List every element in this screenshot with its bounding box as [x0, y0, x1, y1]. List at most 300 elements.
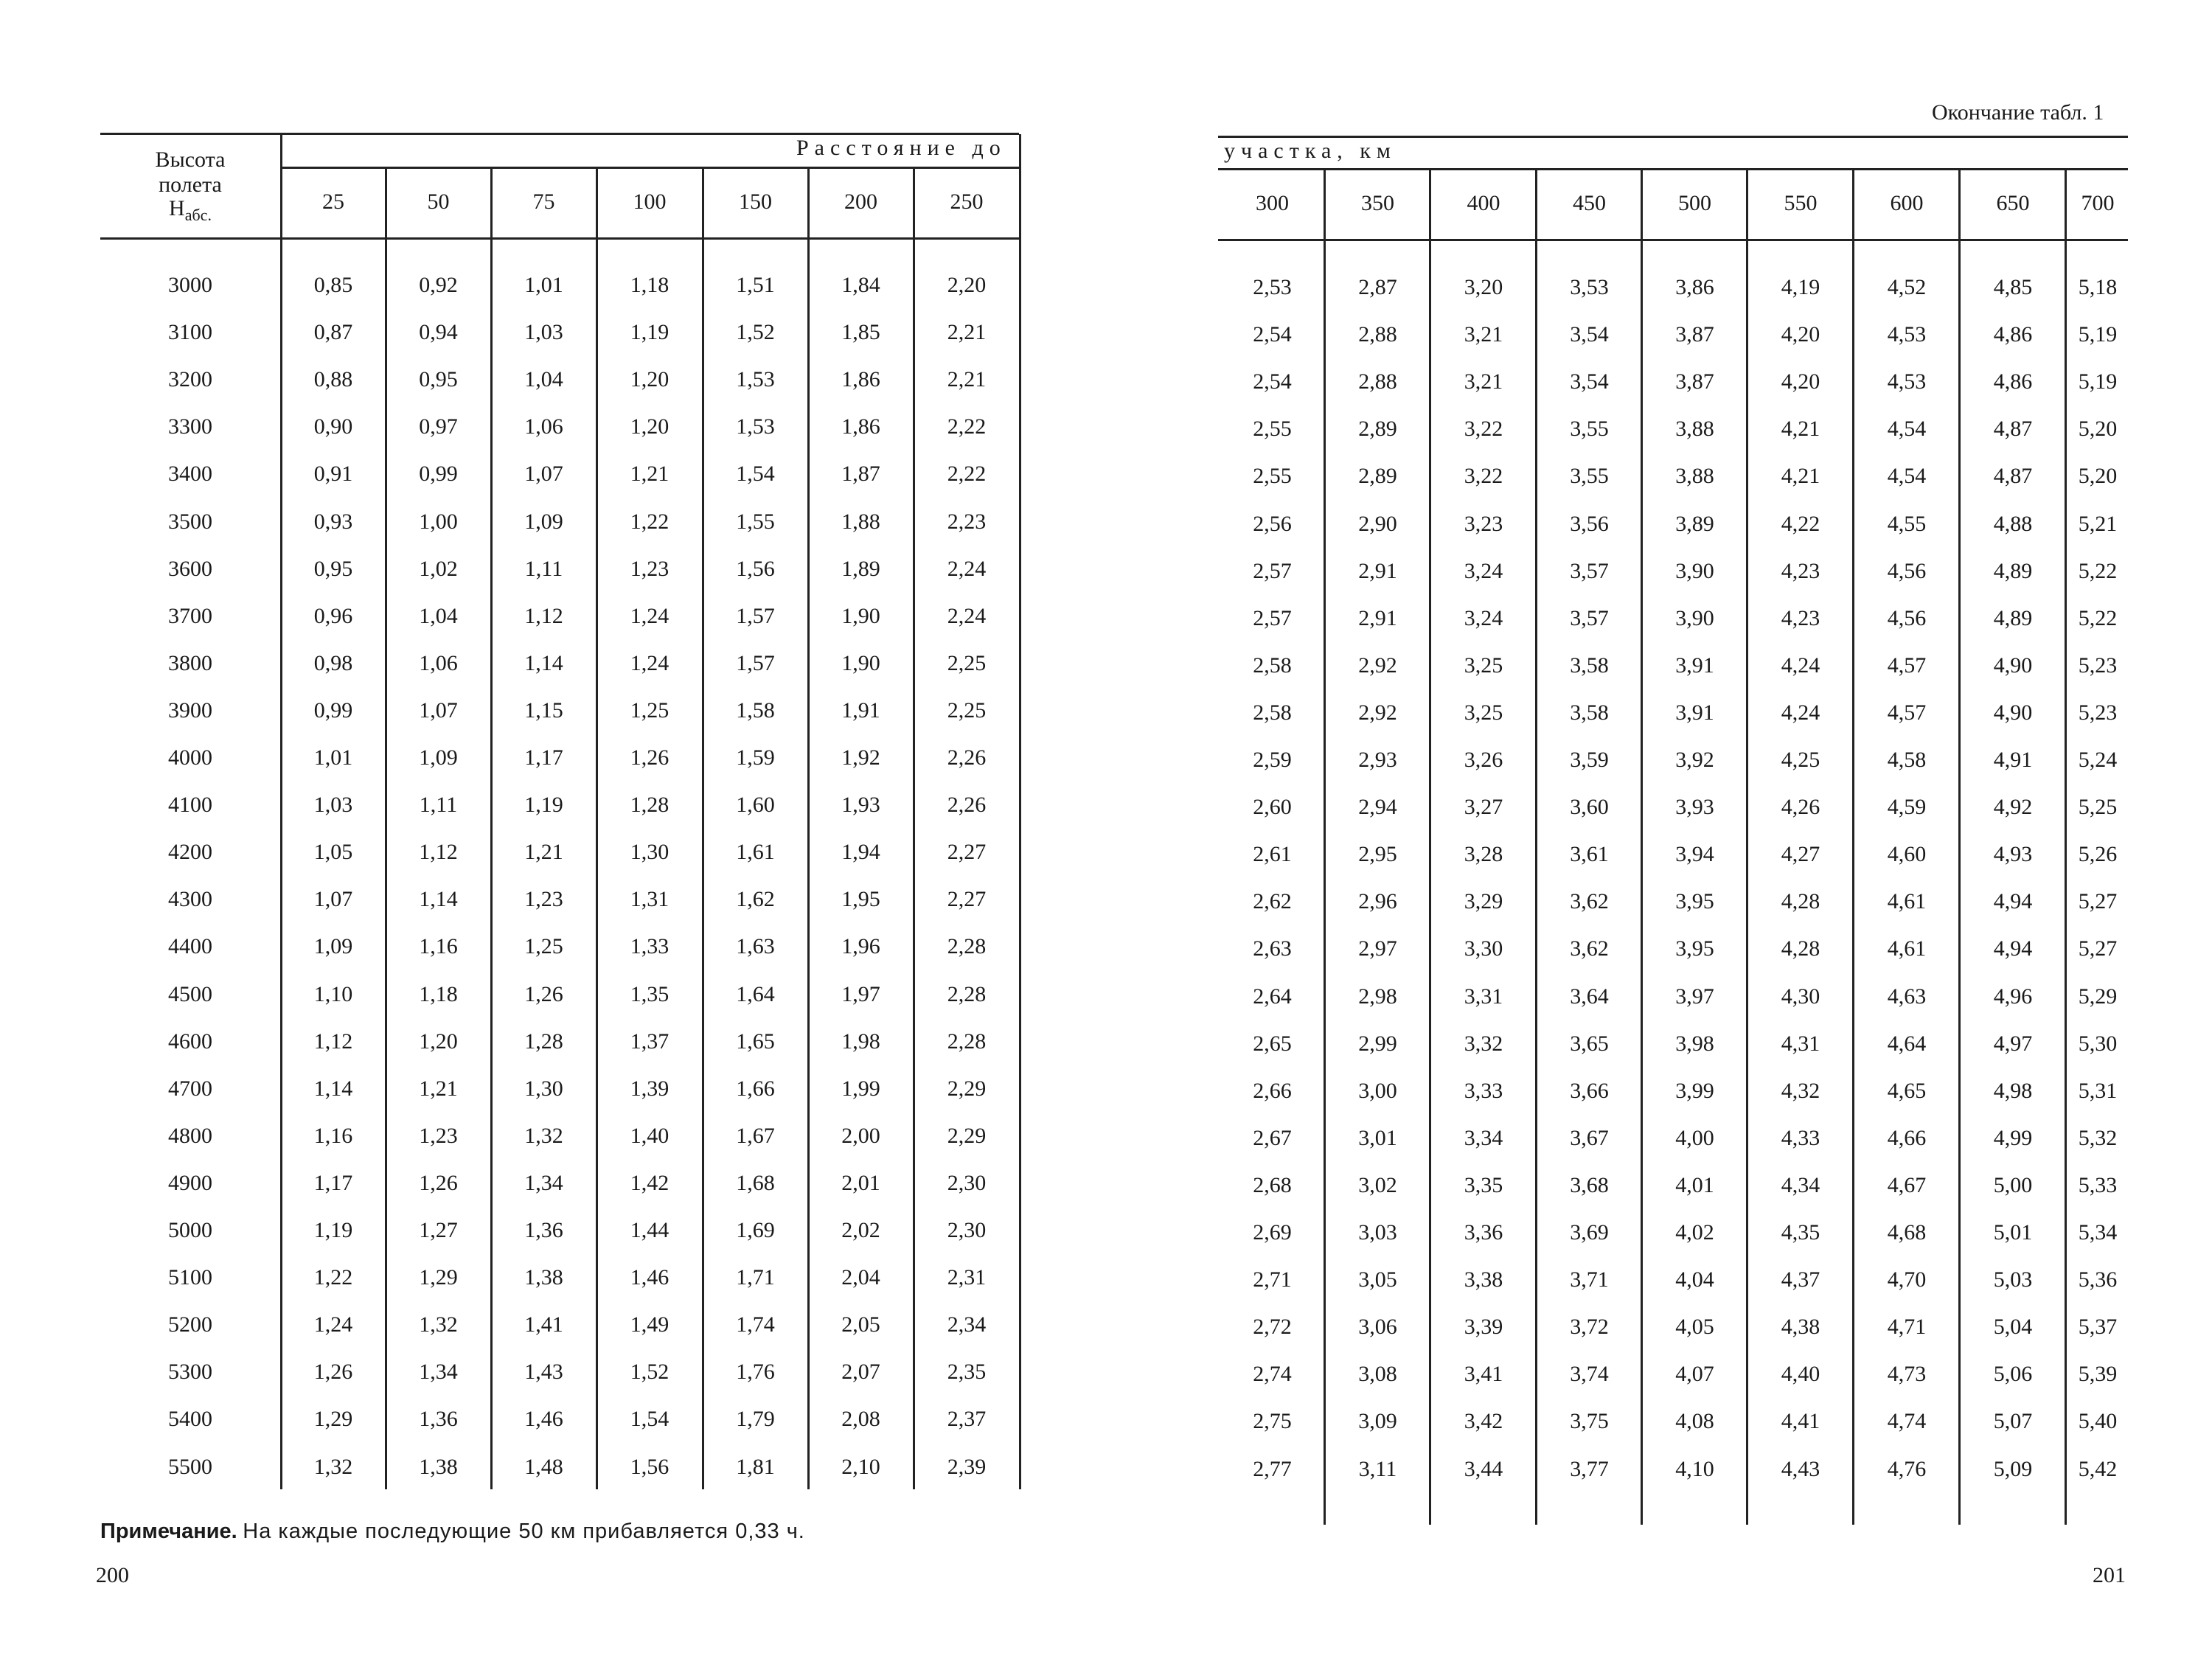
table-cell: 1,14 — [419, 887, 458, 912]
table-cell: 2,91 — [1358, 605, 1397, 630]
row-altitude: 3400 — [168, 462, 212, 487]
table-cell: 5,34 — [2078, 1220, 2118, 1245]
table-cell: 4,74 — [1887, 1409, 1927, 1434]
row-altitude: 5000 — [168, 1218, 212, 1242]
table-cell: 3,38 — [1464, 1267, 1503, 1292]
table-cell: 4,25 — [1781, 748, 1820, 772]
table-cell: 4,70 — [1887, 1267, 1927, 1292]
table-cell: 1,57 — [736, 650, 775, 675]
table-cell: 2,22 — [947, 462, 987, 487]
table-cell: 2,08 — [841, 1407, 880, 1432]
table-cell: 1,92 — [841, 745, 880, 770]
right-col-header: 350 — [1361, 191, 1394, 215]
table-cell: 2,54 — [1253, 369, 1292, 394]
table-cell: 3,30 — [1464, 936, 1503, 961]
table-cell: 1,12 — [524, 603, 563, 628]
table-cell: 3,90 — [1675, 605, 1714, 630]
table-cell: 1,11 — [419, 793, 458, 818]
table-cell: 2,31 — [947, 1265, 987, 1290]
row-altitude: 3200 — [168, 367, 212, 392]
table-cell: 2,96 — [1358, 889, 1397, 914]
right-header-span: участка, км — [1224, 139, 1397, 163]
row-altitude: 5300 — [168, 1360, 212, 1385]
table-cell: 4,56 — [1887, 558, 1927, 583]
right-col-header: 550 — [1784, 191, 1818, 215]
table-cell: 4,93 — [1993, 842, 2033, 867]
table-cell: 4,37 — [1781, 1267, 1820, 1292]
table-cell: 1,07 — [313, 887, 353, 912]
table-cell: 4,58 — [1887, 748, 1927, 772]
table-cell: 4,10 — [1675, 1456, 1714, 1481]
table-cell: 1,26 — [419, 1170, 458, 1195]
table-cell: 1,81 — [736, 1454, 775, 1479]
table-cell: 3,65 — [1570, 1031, 1609, 1056]
table-cell: 5,37 — [2078, 1315, 2118, 1340]
table-cell: 4,20 — [1781, 322, 1820, 347]
table-cell: 5,27 — [2078, 936, 2118, 961]
table-cell: 1,12 — [419, 840, 458, 865]
table-cell: 3,35 — [1464, 1172, 1503, 1197]
table-cell: 3,69 — [1570, 1220, 1609, 1245]
right-col-header: 450 — [1573, 191, 1606, 215]
table-cell: 5,30 — [2078, 1031, 2118, 1056]
table-cell: 5,31 — [2078, 1078, 2118, 1103]
right-col-header: 700 — [2081, 191, 2115, 215]
table-cell: 4,23 — [1781, 558, 1820, 583]
table-cell: 2,54 — [1253, 322, 1292, 347]
table-cell: 4,05 — [1675, 1315, 1714, 1340]
table-cell: 1,29 — [419, 1265, 458, 1290]
table-cell: 2,21 — [947, 367, 987, 392]
right-col-divider — [1535, 168, 1537, 1525]
table-cell: 0,91 — [313, 462, 353, 487]
table-cell: 2,34 — [947, 1312, 987, 1337]
table-cell: 1,24 — [630, 603, 669, 628]
table-cell: 1,37 — [630, 1029, 669, 1054]
table-cell: 1,12 — [313, 1029, 353, 1054]
table-cell: 5,22 — [2078, 605, 2118, 630]
table-cell: 1,52 — [630, 1360, 669, 1385]
table-cell: 1,25 — [524, 934, 563, 959]
row-header-subscript: абс. — [184, 206, 212, 224]
table-cell: 1,63 — [736, 934, 775, 959]
table-cell: 1,56 — [736, 556, 775, 581]
table-cell: 2,92 — [1358, 700, 1397, 725]
table-cell: 5,39 — [2078, 1362, 2118, 1387]
table-cell: 2,58 — [1253, 700, 1292, 725]
table-cell: 4,08 — [1675, 1409, 1714, 1434]
table-cell: 3,22 — [1464, 417, 1503, 442]
table-cell: 0,87 — [313, 320, 353, 345]
right-col-divider — [1324, 168, 1326, 1525]
table-cell: 2,05 — [841, 1312, 880, 1337]
table-cell: 0,97 — [419, 414, 458, 439]
right-col-header: 500 — [1678, 191, 1711, 215]
table-cell: 2,66 — [1253, 1078, 1292, 1103]
row-altitude: 3700 — [168, 603, 212, 628]
table-cell: 2,28 — [947, 981, 987, 1006]
table-cell: 3,94 — [1675, 842, 1714, 867]
table-cell: 4,59 — [1887, 795, 1927, 820]
footnote-text: На каждые последующие 50 км прибавляется 0,33 ч. — [243, 1520, 805, 1543]
table-cell: 2,24 — [947, 556, 987, 581]
table-cell: 1,60 — [736, 793, 775, 818]
table-cell: 4,88 — [1993, 511, 2033, 536]
table-cell: 1,52 — [736, 320, 775, 345]
table-cell: 1,54 — [736, 462, 775, 487]
footnote-label: Примечание. — [100, 1520, 237, 1543]
table-cell: 5,19 — [2078, 322, 2118, 347]
table-cell: 4,30 — [1781, 984, 1820, 1009]
table-cell: 2,10 — [841, 1454, 880, 1479]
table-cell: 2,00 — [841, 1123, 880, 1148]
table-cell: 1,32 — [524, 1123, 563, 1148]
table-cell: 4,89 — [1993, 605, 2033, 630]
table-cell: 4,20 — [1781, 369, 1820, 394]
table-cell: 4,21 — [1781, 417, 1820, 442]
table-cell: 1,04 — [524, 367, 563, 392]
table-cell: 1,97 — [841, 981, 880, 1006]
table-cell: 5,23 — [2078, 700, 2118, 725]
table-cell: 5,27 — [2078, 889, 2118, 914]
table-cell: 3,08 — [1358, 1362, 1397, 1387]
table-cell: 2,72 — [1253, 1315, 1292, 1340]
table-cell: 4,04 — [1675, 1267, 1714, 1292]
left-col-header: 25 — [322, 189, 344, 214]
table-cell: 3,21 — [1464, 369, 1503, 394]
table-cell: 5,03 — [1993, 1267, 2033, 1292]
table-cell: 1,36 — [524, 1218, 563, 1242]
table-cell: 3,72 — [1570, 1315, 1609, 1340]
table-cell: 1,32 — [419, 1312, 458, 1337]
right-col-divider — [1641, 168, 1643, 1525]
table-cell: 3,62 — [1570, 889, 1609, 914]
table-cell: 1,24 — [313, 1312, 353, 1337]
table-cell: 5,33 — [2078, 1172, 2118, 1197]
table-cell: 4,89 — [1993, 558, 2033, 583]
table-cell: 3,92 — [1675, 748, 1714, 772]
table-cell: 2,28 — [947, 934, 987, 959]
table-cell: 1,64 — [736, 981, 775, 1006]
row-altitude: 4700 — [168, 1076, 212, 1101]
table-cell: 1,51 — [736, 273, 775, 297]
table-cell: 1,68 — [736, 1170, 775, 1195]
table-cell: 1,59 — [736, 745, 775, 770]
table-cell: 3,64 — [1570, 984, 1609, 1009]
table-cell: 3,29 — [1464, 889, 1503, 914]
table-cell: 2,39 — [947, 1454, 987, 1479]
table-cell: 1,06 — [419, 650, 458, 675]
table-cell: 2,30 — [947, 1218, 987, 1242]
row-altitude: 4000 — [168, 745, 212, 770]
table-cell: 1,18 — [419, 981, 458, 1006]
table-cell: 3,31 — [1464, 984, 1503, 1009]
table-cell: 3,33 — [1464, 1078, 1503, 1103]
table-cell: 3,59 — [1570, 748, 1609, 772]
table-cell: 1,39 — [630, 1076, 669, 1101]
right-col-divider — [2065, 168, 2067, 1525]
table-cell: 1,20 — [419, 1029, 458, 1054]
table-cell: 1,07 — [524, 462, 563, 487]
table-cell: 3,77 — [1570, 1456, 1609, 1481]
table-cell: 3,05 — [1358, 1267, 1397, 1292]
table-cell: 2,28 — [947, 1029, 987, 1054]
table-cell: 3,42 — [1464, 1409, 1503, 1434]
table-cell: 5,42 — [2078, 1456, 2118, 1481]
table-cell: 2,60 — [1253, 795, 1292, 820]
table-cell: 5,09 — [1993, 1456, 2033, 1481]
table-cell: 1,06 — [524, 414, 563, 439]
table-cell: 1,19 — [524, 793, 563, 818]
table-cell: 3,60 — [1570, 795, 1609, 820]
table-cell: 3,39 — [1464, 1315, 1503, 1340]
table-cell: 3,56 — [1570, 511, 1609, 536]
table-cell: 3,55 — [1570, 417, 1609, 442]
table-cell: 1,26 — [524, 981, 563, 1006]
table-cell: 1,54 — [630, 1407, 669, 1432]
table-cell: 4,54 — [1887, 464, 1927, 489]
table-cell: 5,18 — [2078, 275, 2118, 299]
right-col-header: 650 — [1996, 191, 2030, 215]
table-cell: 4,07 — [1675, 1362, 1714, 1387]
table-cell: 4,64 — [1887, 1031, 1927, 1056]
page-number-right: 201 — [2093, 1563, 2126, 1587]
table-cell: 4,56 — [1887, 605, 1927, 630]
table-cell: 0,99 — [313, 697, 353, 723]
table-cell: 4,57 — [1887, 652, 1927, 678]
table-cell: 3,03 — [1358, 1220, 1397, 1245]
table-cell: 2,92 — [1358, 652, 1397, 678]
left-col-header: 150 — [739, 189, 772, 214]
row-altitude: 3800 — [168, 650, 212, 675]
table-cell: 1,53 — [736, 367, 775, 392]
table-cell: 1,30 — [524, 1076, 563, 1101]
table-cell: 1,10 — [313, 981, 353, 1006]
table-cell: 1,03 — [313, 793, 353, 818]
right-col-header: 600 — [1890, 191, 1924, 215]
table-cell: 4,32 — [1781, 1078, 1820, 1103]
table-cell: 1,46 — [630, 1265, 669, 1290]
right-col-divider — [1958, 168, 1961, 1525]
table-cell: 5,26 — [2078, 842, 2118, 867]
table-cell: 3,57 — [1570, 558, 1609, 583]
table-cell: 1,36 — [419, 1407, 458, 1432]
table-cell: 3,87 — [1675, 369, 1714, 394]
table-cell: 1,25 — [630, 697, 669, 723]
table-cell: 4,87 — [1993, 464, 2033, 489]
table-cell: 5,36 — [2078, 1267, 2118, 1292]
table-cell: 3,32 — [1464, 1031, 1503, 1056]
table-cell: 2,21 — [947, 320, 987, 345]
table-cell: 2,26 — [947, 793, 987, 818]
row-altitude: 4900 — [168, 1170, 212, 1195]
table-cell: 1,34 — [419, 1360, 458, 1385]
table-cell: 4,94 — [1993, 889, 2033, 914]
table-cell: 0,90 — [313, 414, 353, 439]
table-cell: 3,91 — [1675, 652, 1714, 678]
table-cell: 1,21 — [419, 1076, 458, 1101]
table-cell: 3,58 — [1570, 652, 1609, 678]
table-cell: 1,21 — [524, 840, 563, 865]
table-cell: 1,14 — [524, 650, 563, 675]
table-cell: 1,57 — [736, 603, 775, 628]
table-cell: 3,91 — [1675, 700, 1714, 725]
table-cell: 3,20 — [1464, 275, 1503, 299]
table-cell: 2,23 — [947, 509, 987, 534]
table-cell: 2,25 — [947, 650, 987, 675]
table-cell: 4,28 — [1781, 889, 1820, 914]
table-cell: 3,58 — [1570, 700, 1609, 725]
table-cell: 1,18 — [630, 273, 669, 297]
table-cell: 1,21 — [630, 462, 669, 487]
table-cell: 3,00 — [1358, 1078, 1397, 1103]
right-top-rule — [1218, 136, 2128, 138]
row-altitude: 5500 — [168, 1454, 212, 1479]
table-cell: 4,54 — [1887, 417, 1927, 442]
table-cell: 0,99 — [419, 462, 458, 487]
table-cell: 2,58 — [1253, 652, 1292, 678]
table-cell: 0,88 — [313, 367, 353, 392]
table-cell: 3,66 — [1570, 1078, 1609, 1103]
table-cell: 1,98 — [841, 1029, 880, 1054]
table-cell: 4,55 — [1887, 511, 1927, 536]
table-cell: 4,67 — [1887, 1172, 1927, 1197]
table-cell: 3,23 — [1464, 511, 1503, 536]
table-cell: 4,57 — [1887, 700, 1927, 725]
table-cell: 3,75 — [1570, 1409, 1609, 1434]
table-cell: 1,02 — [419, 556, 458, 581]
table-cell: 5,24 — [2078, 748, 2118, 772]
table-cell: 2,53 — [1253, 275, 1292, 299]
table-cell: 5,01 — [1993, 1220, 2033, 1245]
table-cell: 1,48 — [524, 1454, 563, 1479]
table-cell: 1,00 — [419, 509, 458, 534]
table-cell: 2,89 — [1358, 417, 1397, 442]
table-cell: 3,27 — [1464, 795, 1503, 820]
table-cell: 4,60 — [1887, 842, 1927, 867]
table-cell: 4,99 — [1993, 1125, 2033, 1150]
table-cell: 3,06 — [1358, 1315, 1397, 1340]
table-cell: 3,87 — [1675, 322, 1714, 347]
table-cell: 3,95 — [1675, 889, 1714, 914]
table-cell: 2,01 — [841, 1170, 880, 1195]
table-cell: 1,01 — [524, 273, 563, 297]
right-col-header: 400 — [1467, 191, 1500, 215]
left-col-header: 50 — [427, 189, 450, 214]
table-cell: 5,40 — [2078, 1409, 2118, 1434]
table-cell: 1,03 — [524, 320, 563, 345]
table-cell: 5,29 — [2078, 984, 2118, 1009]
table-cell: 2,04 — [841, 1265, 880, 1290]
table-cell: 1,20 — [630, 414, 669, 439]
table-cell: 4,94 — [1993, 936, 2033, 961]
table-cell: 4,23 — [1781, 605, 1820, 630]
table-cell: 1,17 — [524, 745, 563, 770]
right-header-subrule — [1218, 168, 2128, 170]
table-cell: 2,69 — [1253, 1220, 1292, 1245]
table-cell: 2,65 — [1253, 1031, 1292, 1056]
table-cell: 3,22 — [1464, 464, 1503, 489]
table-cell: 1,76 — [736, 1360, 775, 1385]
table-cell: 3,41 — [1464, 1362, 1503, 1387]
table-cell: 1,67 — [736, 1123, 775, 1148]
table-cell: 1,44 — [630, 1218, 669, 1242]
table-cell: 1,31 — [630, 887, 669, 912]
table-cell: 4,65 — [1887, 1078, 1927, 1103]
table-cell: 3,88 — [1675, 464, 1714, 489]
table-cell: 0,85 — [313, 273, 353, 297]
table-cell: 2,89 — [1358, 464, 1397, 489]
table-cell: 1,24 — [630, 650, 669, 675]
table-cell: 2,26 — [947, 745, 987, 770]
table-cell: 1,85 — [841, 320, 880, 345]
table-cell: 3,97 — [1675, 984, 1714, 1009]
table-cell: 3,99 — [1675, 1078, 1714, 1103]
table-cell: 0,95 — [313, 556, 353, 581]
table-cell: 2,94 — [1358, 795, 1397, 820]
row-header-line2: полета — [159, 173, 222, 197]
table-cell: 4,53 — [1887, 322, 1927, 347]
table-cell: 1,66 — [736, 1076, 775, 1101]
table-cell: 2,67 — [1253, 1125, 1292, 1150]
table-cell: 1,93 — [841, 793, 880, 818]
table-cell: 2,29 — [947, 1123, 987, 1148]
table-cell: 5,19 — [2078, 369, 2118, 394]
table-cell: 5,00 — [1993, 1172, 2033, 1197]
table-cell: 3,88 — [1675, 417, 1714, 442]
table-cell: 2,27 — [947, 840, 987, 865]
table-cell: 5,06 — [1993, 1362, 2033, 1387]
table-cell: 4,24 — [1781, 700, 1820, 725]
table-cell: 1,55 — [736, 509, 775, 534]
table-cell: 1,01 — [313, 745, 353, 770]
table-cell: 2,75 — [1253, 1409, 1292, 1434]
table-cell: 1,61 — [736, 840, 775, 865]
table-cell: 1,05 — [313, 840, 353, 865]
table-cell: 4,27 — [1781, 842, 1820, 867]
left-col-header: 100 — [633, 189, 667, 214]
table-cell: 4,91 — [1993, 748, 2033, 772]
table-cell: 4,96 — [1993, 984, 2033, 1009]
row-header-symbol: H — [169, 196, 185, 220]
row-header-line1: Высота — [155, 147, 226, 172]
row-altitude: 3000 — [168, 273, 212, 297]
table-cell: 2,27 — [947, 887, 987, 912]
table-cell: 1,79 — [736, 1407, 775, 1432]
right-col-divider — [1852, 168, 1854, 1525]
table-cell: 1,26 — [313, 1360, 353, 1385]
table-cell: 1,23 — [524, 887, 563, 912]
table-cell: 3,61 — [1570, 842, 1609, 867]
table-cell: 4,38 — [1781, 1315, 1820, 1340]
table-cell: 1,23 — [630, 556, 669, 581]
table-cell: 4,28 — [1781, 936, 1820, 961]
table-cell: 4,52 — [1887, 275, 1927, 299]
table-cell: 1,30 — [630, 840, 669, 865]
table-cell: 1,42 — [630, 1170, 669, 1195]
table-cell: 1,65 — [736, 1029, 775, 1054]
table-cell: 1,33 — [630, 934, 669, 959]
row-altitude: 5400 — [168, 1407, 212, 1432]
table-cell: 2,61 — [1253, 842, 1292, 867]
table-cell: 3,44 — [1464, 1456, 1503, 1481]
table-cell: 0,95 — [419, 367, 458, 392]
table-cell: 3,11 — [1358, 1456, 1397, 1481]
table-cell: 1,38 — [524, 1265, 563, 1290]
table-cell: 2,62 — [1253, 889, 1292, 914]
table-cell: 4,61 — [1887, 889, 1927, 914]
table-cell: 4,86 — [1993, 369, 2033, 394]
